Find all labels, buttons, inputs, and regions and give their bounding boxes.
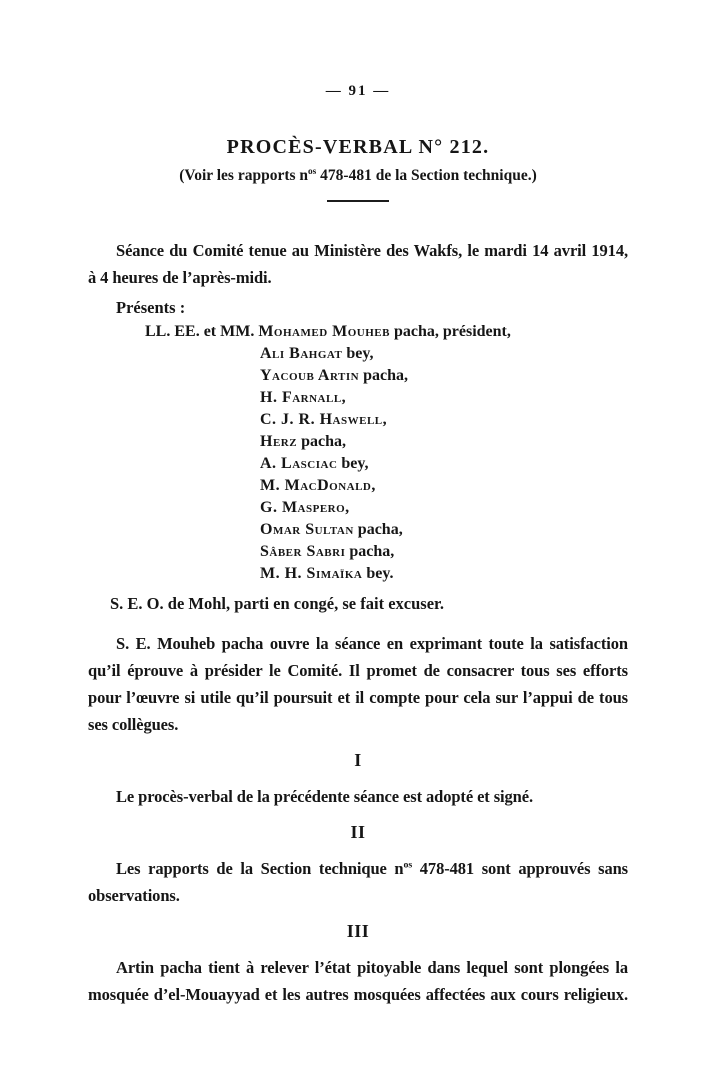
attendee-title: pacha, [297,433,346,450]
section-iii-line: mosquée d’el-Mouayyad et les autres mosquées affectées aux cours religieux. [88,985,628,1004]
attendee-line [88,563,628,585]
attendee-title: pacha, [359,367,408,384]
opening-paragraph [88,630,628,738]
section-i-line: Le procès-verbal de la précédente séance est adopté et signé. [116,787,534,806]
meeting-intro-paragraph [88,237,628,291]
attendee-name: Yacoub Artin [260,367,360,384]
section-ii-line [88,855,628,882]
attendee-title: pacha, [353,521,403,538]
section-ii-line: observations. [88,886,180,905]
section-ii-text: Les rapports de la Section technique n [116,859,404,878]
page-number: — 91 — [325,83,391,99]
attendee-name: M. MacDonald [260,477,372,494]
section-heading-i: I [354,750,362,770]
attendee-line [88,365,628,387]
subtitle-superscript: os [308,166,317,177]
attendee-line [88,541,628,563]
attendee-title: pacha, [345,543,395,560]
attendee-title: bey. [362,565,394,582]
opening-line: qu’il éprouve à présider le Comité. Il promet de consacrer tous ses efforts [88,661,628,680]
attendee-line [88,497,628,519]
presents-label: Présents : [116,298,186,317]
attendee-title: , [345,499,350,516]
attendee-name: Sâber Sabri [260,543,346,560]
meeting-intro-line: à 4 heures de l’après-midi. [88,268,272,287]
section-iii-paragraph [88,954,628,1008]
excuse-line: S. E. O. de Mohl, parti en congé, se fait excuser. [110,594,444,613]
attendee-name: H. Farnall [260,389,342,406]
section-heading-iii: III [346,921,370,941]
attendee-line [88,343,628,365]
section-ii-superscript: os [403,859,413,871]
attendee-line [88,453,628,475]
opening-line: S. E. Mouheb pacha ouvre la séance en exprimant toute la satisfaction [116,634,628,653]
attendee-name: Omar Sultan [260,521,354,538]
attendee-line [88,321,628,343]
attendee-title: , [382,411,387,428]
section-ii-paragraph [88,855,628,909]
document-subtitle [88,166,628,185]
subtitle-text: (Voir les rapports n [179,167,309,184]
attendee-list [88,321,628,585]
section-ii-text-end: 478-481 sont approuvés sans [412,859,628,878]
attendee-name: M. H. Simaïka [260,565,363,582]
document-title: PROCÈS-VERBAL N° 212. [226,136,490,158]
attendee-line [88,519,628,541]
attendee-name: C. J. R. Haswell [260,411,383,428]
section-i-paragraph [88,783,628,810]
attendee-name: Herz [260,433,298,450]
attendee-title: pacha, président, [389,323,511,340]
attendee-line [88,475,628,497]
attendee-name: Ali Bahgat [260,345,343,362]
opening-line: ses collègues. [88,715,179,734]
attendee-title: , [341,389,346,406]
meeting-intro-line: Séance du Comité tenue au Ministère des Wakfs, le mardi 14 avril 1914, [116,241,628,260]
separator-rule [327,200,389,202]
attendee-name: A. Lasciac [260,455,338,472]
attendee-prefix: LL. EE. et MM. [145,323,259,340]
attendee-line [88,409,628,431]
attendee-title: bey, [342,345,374,362]
section-iii-line: Artin pacha tient à relever l’état pitoyable dans lequel sont plongées la [116,958,628,977]
attendee-name: Mohamed Mouheb [258,323,390,340]
subtitle-text-end: 478-481 de la Section technique.) [316,167,537,184]
section-heading-ii: II [350,822,366,842]
opening-line: pour l’œuvre si utile qu’il poursuit et il compte pour cela sur l’appui de tous [88,688,628,707]
attendee-line [88,387,628,409]
attendee-title: , [371,477,376,494]
attendee-name: G. Maspero [260,499,346,516]
attendee-line [88,431,628,453]
attendee-title: bey, [337,455,369,472]
